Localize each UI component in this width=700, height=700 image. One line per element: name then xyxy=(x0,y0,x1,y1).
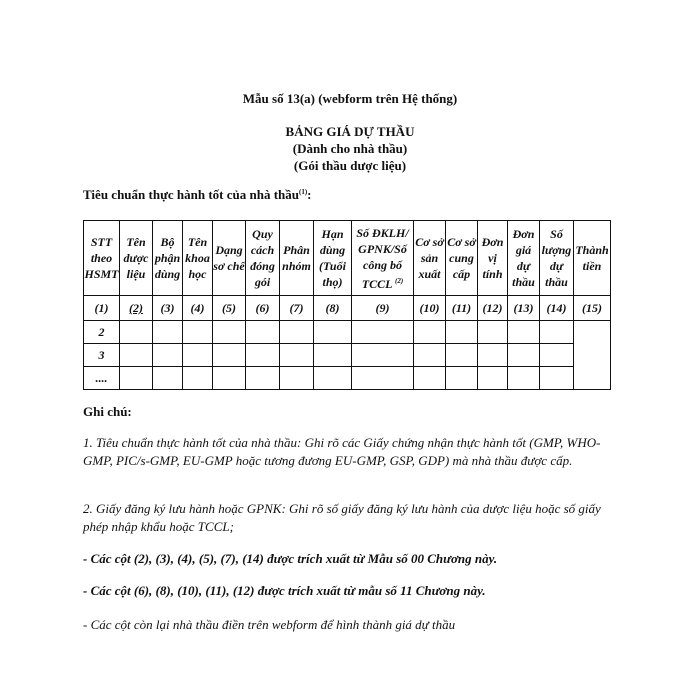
note-webform-columns: - Các cột còn lại nhà thầu điền trên webform để hình thành giá dự thầu xyxy=(83,617,456,632)
row-label: .... xyxy=(84,367,120,390)
good-practice-standard-label xyxy=(83,187,312,203)
table-cell xyxy=(574,321,611,344)
column-header: Cơ sở cung cấp xyxy=(446,221,478,296)
column-header: Tên dược liệu xyxy=(120,221,153,296)
column-number: (11) xyxy=(446,296,478,321)
column-number: (15) xyxy=(574,296,611,321)
table-cell xyxy=(280,367,314,390)
note-registration: 2. Giấy đăng ký lưu hành hoặc GPNK: Ghi rõ số giấy đăng ký lưu hành của dược liệu hoặc số giấy phép nhập khẩu hoặc TCCL; xyxy=(83,501,601,534)
table-row xyxy=(84,367,611,390)
column-number: (10) xyxy=(414,296,446,321)
table-cell xyxy=(153,321,183,344)
document-subtitle-contractor: (Dành cho nhà thầu) xyxy=(292,141,408,156)
table-cell xyxy=(183,367,213,390)
column-number-row xyxy=(84,296,611,321)
table-cell xyxy=(352,321,414,344)
table-cell xyxy=(574,367,611,390)
table-cell xyxy=(540,367,574,390)
column-header: Tên khoa học xyxy=(183,221,213,296)
registration-footnote-marker: (2) xyxy=(395,276,404,285)
table-cell xyxy=(478,321,508,344)
column-header: Quy cách đóng gói xyxy=(246,221,280,296)
column-header: Bộ phận dùng xyxy=(153,221,183,296)
column-header-registration xyxy=(352,221,414,296)
note-columns-form-00: - Các cột (2), (3), (4), (5), (7), (14) được trích xuất từ Mẫu số 00 Chương này. xyxy=(83,551,498,566)
form-code: Mẫu số 13(a) (webform trên Hệ thống) xyxy=(242,91,458,106)
table-cell xyxy=(352,367,414,390)
table-cell xyxy=(153,367,183,390)
column-number-text: (2) xyxy=(129,301,143,315)
table-cell xyxy=(314,321,352,344)
document-subtitle-package: (Gói thầu dược liệu) xyxy=(293,158,407,173)
table-cell xyxy=(446,344,478,367)
note-columns-form-11: - Các cột (6), (8), (10), (11), (12) được trích xuất từ mẫu số 11 Chương này. xyxy=(83,583,486,598)
table-cell xyxy=(183,344,213,367)
column-number: (7) xyxy=(280,296,314,321)
bid-price-table xyxy=(83,220,611,390)
note-good-practice: 1. Tiêu chuẩn thực hành tốt của nhà thầu: Ghi rõ các Giấy chứng nhận thực hành tốt (GMP, WHO-GMP, PIC/s-GMP, EU-GMP hoặc tương đương EU-GMP, GSP, GDP) mà nhà thầu được cấp. xyxy=(83,435,601,468)
table-cell xyxy=(478,367,508,390)
table-cell xyxy=(446,321,478,344)
table-cell xyxy=(478,344,508,367)
column-number: (4) xyxy=(183,296,213,321)
table-cell xyxy=(153,344,183,367)
column-number: (13) xyxy=(508,296,540,321)
column-header: Cơ sở sản xuất xyxy=(414,221,446,296)
table-cell xyxy=(414,344,446,367)
column-header: Số lượng dự thầu xyxy=(540,221,574,296)
table-cell xyxy=(540,321,574,344)
row-label: 3 xyxy=(84,344,120,367)
standard-footnote-marker: (1) xyxy=(299,188,308,196)
table-cell xyxy=(446,367,478,390)
column-header: Đơn giá dự thầu xyxy=(508,221,540,296)
column-header: Phân nhóm xyxy=(280,221,314,296)
table-cell xyxy=(280,344,314,367)
table-cell xyxy=(120,344,153,367)
table-row xyxy=(84,344,611,367)
table-cell xyxy=(280,321,314,344)
column-number: (5) xyxy=(213,296,246,321)
table-cell xyxy=(574,344,611,367)
column-header: Hạn dùng (Tuổi thọ) xyxy=(314,221,352,296)
column-number: (3) xyxy=(153,296,183,321)
table-row xyxy=(84,321,611,344)
column-header: Dạng sơ chế xyxy=(213,221,246,296)
table-cell xyxy=(246,367,280,390)
table-cell xyxy=(352,344,414,367)
table-cell xyxy=(314,367,352,390)
column-header: STT theo HSMT xyxy=(84,221,120,296)
table-cell xyxy=(213,321,246,344)
table-cell xyxy=(183,321,213,344)
notes-heading: Ghi chú: xyxy=(83,404,132,419)
column-number: (8) xyxy=(314,296,352,321)
column-header-text: Số ĐKLH/ GPNK/Số công bố TCCL xyxy=(356,225,409,291)
column-number: (14) xyxy=(540,296,574,321)
standard-label-colon: : xyxy=(307,187,312,202)
table-cell xyxy=(246,321,280,344)
table-cell xyxy=(414,321,446,344)
table-cell xyxy=(508,344,540,367)
table-cell xyxy=(540,344,574,367)
table-cell xyxy=(120,321,153,344)
document-title: BẢNG GIÁ DỰ THẦU xyxy=(285,124,415,139)
column-number xyxy=(120,296,153,321)
table-header-row xyxy=(84,221,611,296)
column-number: (9) xyxy=(352,296,414,321)
table-cell xyxy=(213,367,246,390)
table-cell xyxy=(246,344,280,367)
column-number: (12) xyxy=(478,296,508,321)
table-cell xyxy=(120,367,153,390)
table-cell xyxy=(508,367,540,390)
table-cell xyxy=(213,344,246,367)
table-cell xyxy=(508,321,540,344)
row-label: 2 xyxy=(84,321,120,344)
column-header: Đơn vị tính xyxy=(478,221,508,296)
column-number: (6) xyxy=(246,296,280,321)
column-number: (1) xyxy=(84,296,120,321)
standard-label-text: Tiêu chuẩn thực hành tốt của nhà thầu xyxy=(83,187,299,202)
column-header: Thành tiền xyxy=(574,221,611,296)
table-cell xyxy=(314,344,352,367)
table-cell xyxy=(414,367,446,390)
